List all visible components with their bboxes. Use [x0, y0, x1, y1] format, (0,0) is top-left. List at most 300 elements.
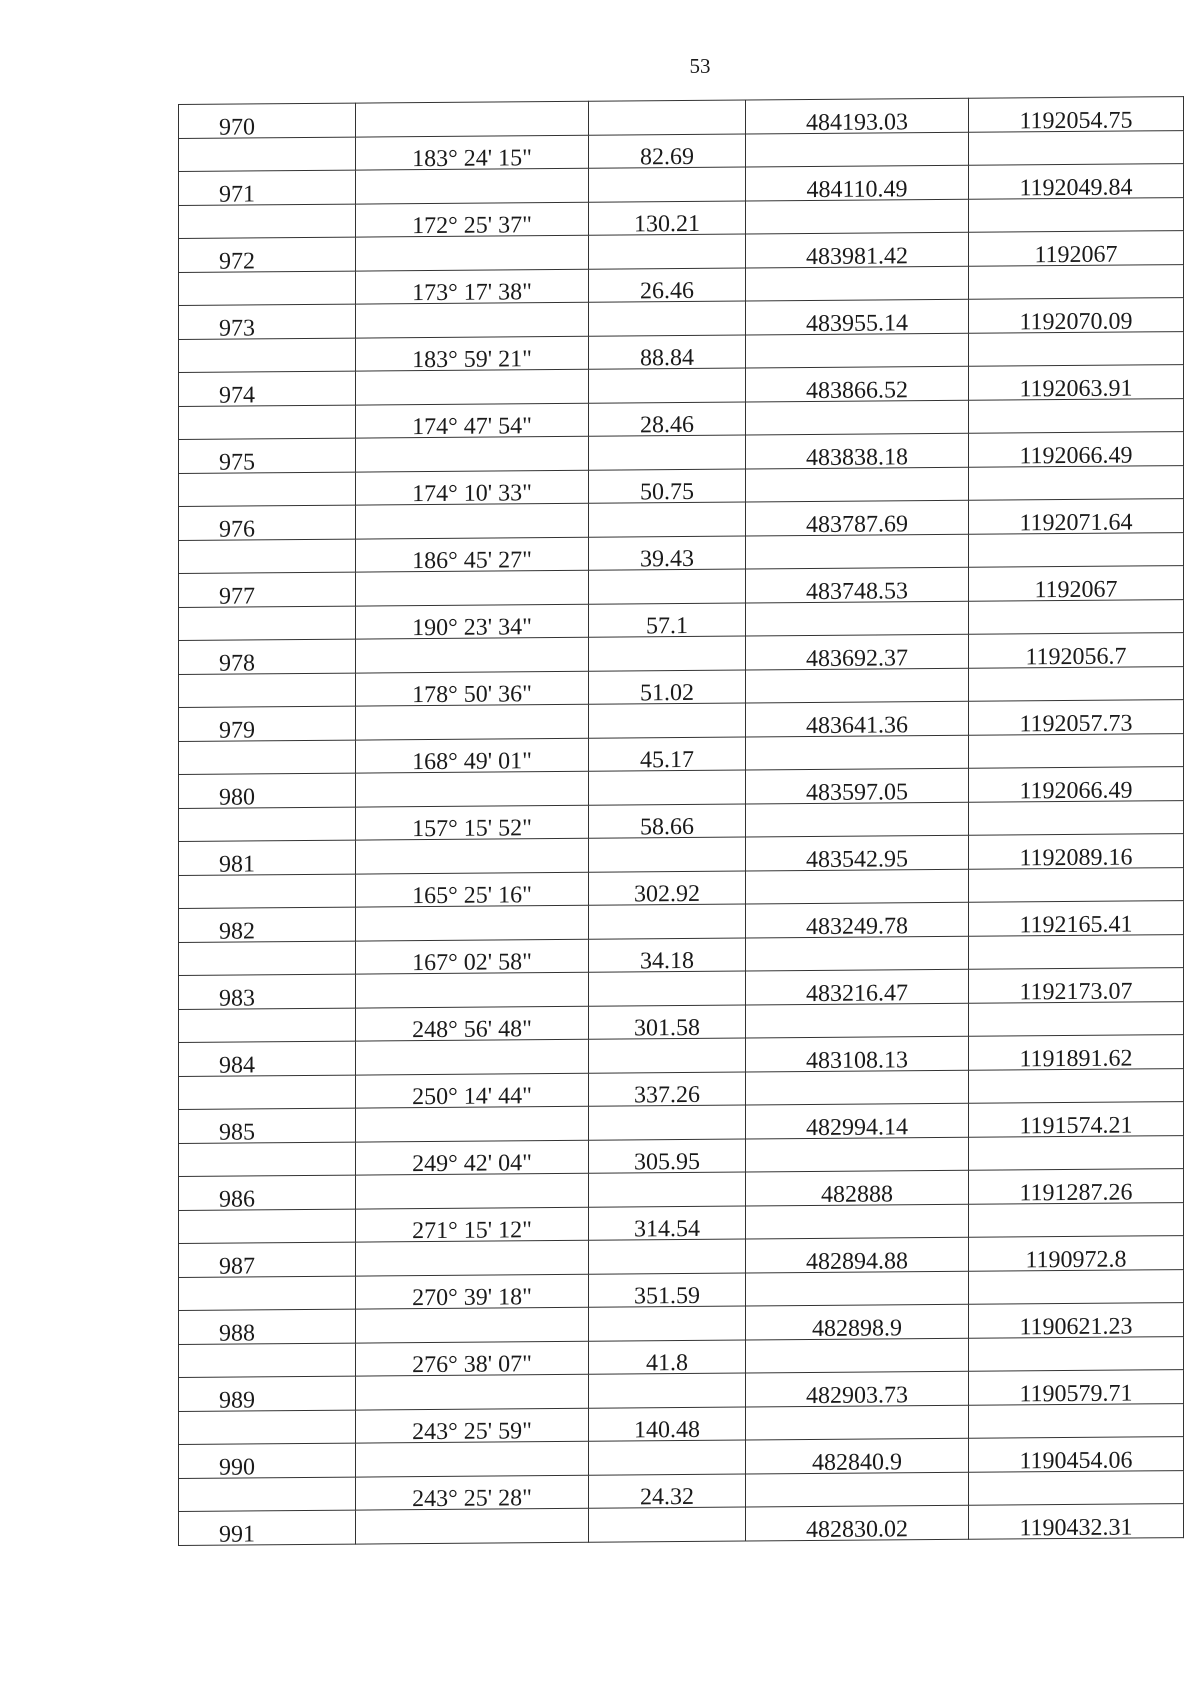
- distance-text: 41.8: [646, 1349, 688, 1377]
- northing-cell: [746, 802, 969, 837]
- distance-cell: [589, 1306, 746, 1341]
- distance-text: 58.66: [640, 813, 694, 841]
- easting-text: 1191287.26: [1019, 1179, 1133, 1206]
- northing-cell: [746, 400, 969, 435]
- northing-cell: [746, 467, 969, 502]
- easting-cell: [969, 1269, 1184, 1304]
- point-number-cell: [179, 271, 356, 306]
- bearing-cell: [356, 1006, 589, 1044]
- distance-text: 28.46: [640, 411, 694, 439]
- northing-text: 483866.52: [806, 376, 908, 404]
- easting-cell: [969, 867, 1184, 902]
- point-number-text: 981: [219, 850, 255, 878]
- bearing-cell: [356, 336, 589, 374]
- distance-cell: [589, 1038, 746, 1073]
- northing-cell: [746, 299, 969, 337]
- easting-cell: [969, 264, 1184, 299]
- distance-cell: [589, 301, 746, 336]
- bearing-cell: [356, 704, 589, 739]
- northing-text: 483692.37: [806, 644, 908, 672]
- northing-cell: [746, 668, 969, 703]
- easting-cell: [969, 901, 1184, 936]
- northing-cell: [746, 869, 969, 904]
- northing-text: 482898.9: [812, 1314, 902, 1342]
- northing-cell: [746, 1036, 969, 1074]
- point-number-cell: [179, 907, 356, 945]
- northing-cell: [746, 1405, 969, 1440]
- bearing-cell: [356, 369, 589, 404]
- easting-cell: [969, 934, 1184, 969]
- point-number-cell: [179, 807, 356, 842]
- distance-cell: [589, 1340, 746, 1375]
- northing-cell: [746, 366, 969, 404]
- point-number-cell: [179, 204, 356, 239]
- distance-text: 82.69: [640, 143, 694, 171]
- northing-cell: [746, 500, 969, 538]
- easting-text: 1192067: [1034, 241, 1118, 268]
- station-row: [179, 97, 1184, 138]
- point-number-cell: [179, 438, 356, 476]
- distance-text: 301.58: [634, 1014, 700, 1042]
- point-number-cell: [179, 974, 356, 1012]
- distance-cell: [589, 603, 746, 638]
- bearing-cell: [356, 570, 589, 605]
- point-number-cell: [179, 1443, 356, 1481]
- bearing-cell: [356, 1274, 589, 1312]
- easting-text: 1191891.62: [1019, 1045, 1133, 1072]
- easting-text: 1191574.21: [1019, 1112, 1133, 1139]
- northing-text: 482888: [821, 1180, 893, 1208]
- northing-text: 483216.47: [806, 979, 908, 1007]
- bearing-text: 174° 10' 33": [412, 480, 532, 508]
- point-number-cell: [179, 1008, 356, 1043]
- bearing-text: 248° 56' 48": [412, 1016, 532, 1044]
- point-number-text: 977: [219, 582, 255, 610]
- northing-cell: [746, 969, 969, 1007]
- distance-cell: [589, 1507, 746, 1542]
- bearing-cell: [356, 1408, 589, 1446]
- bearing-cell: [356, 202, 589, 240]
- distance-text: 351.59: [634, 1282, 700, 1310]
- point-number-text: 971: [219, 180, 255, 208]
- easting-cell: [969, 164, 1184, 199]
- bearing-cell: [356, 537, 589, 575]
- point-number-cell: [179, 237, 356, 275]
- easting-cell: [969, 398, 1184, 433]
- point-number-text: 987: [219, 1252, 255, 1280]
- distance-cell: [589, 469, 746, 504]
- distance-cell: [589, 569, 746, 604]
- point-number-cell: [179, 338, 356, 373]
- easting-cell: [969, 1370, 1184, 1405]
- bearing-cell: [356, 1140, 589, 1178]
- northing-cell: [746, 735, 969, 770]
- bearing-cell: [356, 604, 589, 642]
- point-number-cell: [179, 639, 356, 677]
- northing-cell: [746, 1070, 969, 1105]
- distance-cell: [589, 1139, 746, 1174]
- point-number-text: 984: [219, 1051, 255, 1079]
- northing-text: 483542.95: [806, 845, 908, 873]
- page-number: 53: [689, 54, 711, 78]
- bearing-text: 183° 24' 15": [412, 145, 532, 173]
- distance-text: 88.84: [640, 344, 694, 372]
- easting-cell: [969, 1470, 1184, 1505]
- easting-text: 1192070.09: [1019, 308, 1133, 335]
- northing-text: 483981.42: [806, 242, 908, 270]
- northing-cell: [746, 1338, 969, 1373]
- bearing-cell: [356, 671, 589, 709]
- easting-cell: [969, 1169, 1184, 1204]
- easting-cell: [969, 800, 1184, 835]
- point-number-cell: [179, 1477, 356, 1512]
- bearing-cell: [356, 168, 589, 203]
- northing-text: 483955.14: [806, 309, 908, 337]
- bearing-cell: [356, 905, 589, 940]
- bearing-text: 178° 50' 36": [412, 681, 532, 709]
- northing-text: 482994.14: [806, 1113, 908, 1141]
- distance-cell: [589, 368, 746, 403]
- easting-cell: [969, 1135, 1184, 1170]
- point-number-cell: [179, 1075, 356, 1110]
- easting-text: 1192054.75: [1019, 107, 1133, 134]
- bearing-cell: [356, 1475, 589, 1513]
- point-number-text: 991: [219, 1520, 255, 1548]
- bearing-cell: [356, 972, 589, 1007]
- easting-cell: [969, 499, 1184, 534]
- point-number-text: 973: [219, 314, 255, 342]
- point-number-cell: [179, 103, 356, 141]
- distance-cell: [589, 1105, 746, 1140]
- northing-cell: [746, 1103, 969, 1141]
- point-number-text: 972: [219, 247, 255, 275]
- distance-cell: [589, 502, 746, 537]
- point-number-cell: [179, 405, 356, 440]
- distance-cell: [589, 670, 746, 705]
- easting-cell: [969, 331, 1184, 366]
- bearing-text: 250° 14' 44": [412, 1083, 532, 1111]
- point-number-cell: [179, 304, 356, 342]
- point-number-cell: [179, 1276, 356, 1311]
- bearing-text: 167° 02' 58": [412, 949, 532, 977]
- bearing-cell: [356, 1173, 589, 1208]
- easting-text: 1190579.71: [1019, 1380, 1133, 1407]
- point-number-cell: [179, 472, 356, 507]
- point-number-cell: [179, 1142, 356, 1177]
- point-number-cell: [179, 1209, 356, 1244]
- easting-cell: [969, 834, 1184, 869]
- distance-cell: [589, 1206, 746, 1241]
- northing-cell: [746, 835, 969, 873]
- bearing-cell: [356, 1508, 589, 1543]
- distance-cell: [589, 1373, 746, 1408]
- distance-text: 130.21: [634, 210, 700, 238]
- distance-cell: [589, 737, 746, 772]
- point-number-cell: [179, 1343, 356, 1378]
- easting-cell: [969, 1068, 1184, 1103]
- point-number-cell: [179, 371, 356, 409]
- northing-cell: [746, 902, 969, 940]
- distance-text: 305.95: [634, 1148, 700, 1176]
- easting-text: 1192066.49: [1019, 777, 1133, 804]
- table-body: [179, 97, 1184, 1548]
- distance-cell: [589, 1440, 746, 1475]
- easting-text: 1192056.7: [1025, 643, 1127, 670]
- distance-cell: [589, 335, 746, 370]
- distance-text: 337.26: [634, 1081, 700, 1109]
- distance-text: 45.17: [640, 746, 694, 774]
- northing-text: 482830.02: [806, 1515, 908, 1543]
- northing-cell: [746, 701, 969, 739]
- easting-text: 1192173.07: [1019, 978, 1133, 1005]
- point-number-cell: [179, 572, 356, 610]
- easting-cell: [969, 1102, 1184, 1137]
- bearing-cell: [356, 1307, 589, 1342]
- bearing-cell: [356, 1039, 589, 1074]
- bearing-cell: [356, 1374, 589, 1409]
- bearing-text: 157° 15' 52": [412, 815, 532, 843]
- bearing-text: 165° 25' 16": [412, 882, 532, 910]
- bearing-text: 249° 42' 04": [412, 1150, 532, 1178]
- northing-cell: [746, 333, 969, 368]
- point-number-cell: [179, 1410, 356, 1445]
- northing-cell: [746, 165, 969, 203]
- easting-cell: [969, 365, 1184, 400]
- northing-cell: [746, 1371, 969, 1409]
- bearing-cell: [356, 135, 589, 173]
- distance-text: 50.75: [640, 478, 694, 506]
- bearing-cell: [356, 403, 589, 441]
- bearing-text: 271° 15' 12": [412, 1217, 532, 1245]
- point-number-cell: [179, 874, 356, 909]
- northing-cell: [746, 1472, 969, 1507]
- easting-text: 1192049.84: [1019, 174, 1133, 201]
- northing-cell: [746, 98, 969, 136]
- easting-cell: [969, 231, 1184, 266]
- distance-text: 140.48: [634, 1416, 700, 1444]
- bearing-cell: [356, 637, 589, 672]
- distance-cell: [589, 703, 746, 738]
- distance-cell: [589, 1407, 746, 1442]
- distance-cell: [589, 1239, 746, 1274]
- distance-cell: [589, 1172, 746, 1207]
- bearing-text: 243° 25' 59": [412, 1418, 532, 1446]
- northing-cell: [746, 534, 969, 569]
- distance-text: 57.1: [646, 612, 688, 640]
- distance-cell: [589, 804, 746, 839]
- northing-cell: [746, 1505, 969, 1543]
- northing-text: 482903.73: [806, 1381, 908, 1409]
- bearing-text: 270° 39' 18": [412, 1284, 532, 1312]
- easting-cell: [969, 1403, 1184, 1438]
- point-number-cell: [179, 606, 356, 641]
- easting-cell: [969, 1303, 1184, 1338]
- easting-text: 1190432.31: [1019, 1514, 1133, 1541]
- survey-coordinate-table: [178, 96, 1184, 1548]
- bearing-cell: [356, 470, 589, 508]
- northing-cell: [746, 768, 969, 806]
- point-number-cell: [179, 505, 356, 543]
- northing-cell: [746, 433, 969, 471]
- northing-cell: [746, 1271, 969, 1306]
- distance-cell: [589, 134, 746, 169]
- easting-cell: [969, 465, 1184, 500]
- bearing-cell: [356, 1073, 589, 1111]
- northing-text: 483108.13: [806, 1046, 908, 1074]
- easting-cell: [969, 566, 1184, 601]
- bearing-cell: [356, 503, 589, 538]
- bearing-text: 172° 25' 37": [412, 212, 532, 240]
- bearing-text: 190° 23' 34": [412, 614, 532, 642]
- bearing-text: 183° 59' 21": [412, 346, 532, 374]
- bearing-text: 173° 17' 38": [412, 279, 532, 307]
- easting-text: 1192071.64: [1019, 509, 1133, 536]
- point-number-text: 976: [219, 515, 255, 543]
- point-number-cell: [179, 170, 356, 208]
- northing-text: 483597.05: [806, 778, 908, 806]
- point-number-text: 985: [219, 1118, 255, 1146]
- easting-cell: [969, 1236, 1184, 1271]
- easting-text: 1190454.06: [1019, 1447, 1133, 1474]
- easting-text: 1192165.41: [1019, 911, 1133, 938]
- northing-cell: [746, 1137, 969, 1172]
- bearing-text: 186° 45' 27": [412, 547, 532, 575]
- easting-cell: [969, 130, 1184, 165]
- distance-text: 51.02: [640, 679, 694, 707]
- easting-cell: [969, 666, 1184, 701]
- point-number-text: 979: [219, 716, 255, 744]
- northing-cell: [746, 132, 969, 167]
- point-number-cell: [179, 137, 356, 172]
- distance-text: 26.46: [640, 277, 694, 305]
- distance-cell: [589, 837, 746, 872]
- bearing-text: 243° 25' 28": [412, 1485, 532, 1513]
- bearing-cell: [356, 1341, 589, 1379]
- bearing-text: 174° 47' 54": [412, 413, 532, 441]
- point-number-cell: [179, 941, 356, 976]
- point-number-cell: [179, 1041, 356, 1079]
- easting-cell: [969, 1001, 1184, 1036]
- distance-cell: [589, 201, 746, 236]
- distance-cell: [589, 938, 746, 973]
- point-number-text: 988: [219, 1319, 255, 1347]
- northing-cell: [746, 232, 969, 270]
- bearing-cell: [356, 939, 589, 977]
- point-number-text: 990: [219, 1453, 255, 1481]
- distance-cell: [589, 1474, 746, 1509]
- bearing-cell: [356, 805, 589, 843]
- northing-text: 482840.9: [812, 1448, 902, 1476]
- distance-cell: [589, 904, 746, 939]
- distance-cell: [589, 268, 746, 303]
- northing-cell: [746, 1170, 969, 1208]
- northing-text: 482894.88: [806, 1247, 908, 1275]
- easting-cell: [969, 700, 1184, 735]
- bearing-cell: [356, 1240, 589, 1275]
- distance-text: 24.32: [640, 1483, 694, 1511]
- easting-cell: [969, 532, 1184, 567]
- distance-cell: [589, 100, 746, 135]
- point-number-cell: [179, 840, 356, 878]
- easting-cell: [969, 97, 1184, 132]
- point-number-text: 978: [219, 649, 255, 677]
- northing-text: 483748.53: [806, 577, 908, 605]
- easting-text: 1192067: [1034, 576, 1118, 603]
- distance-cell: [589, 234, 746, 269]
- easting-cell: [969, 1437, 1184, 1472]
- easting-text: 1192066.49: [1019, 442, 1133, 469]
- northing-text: 483641.36: [806, 711, 908, 739]
- distance-cell: [589, 402, 746, 437]
- point-number-cell: [179, 740, 356, 775]
- point-number-cell: [179, 1108, 356, 1146]
- bearing-cell: [356, 872, 589, 910]
- easting-text: 1192057.73: [1019, 710, 1133, 737]
- point-number-cell: [179, 539, 356, 574]
- point-number-text: 975: [219, 448, 255, 476]
- distance-text: 314.54: [634, 1215, 700, 1243]
- bearing-cell: [356, 269, 589, 307]
- distance-cell: [589, 1072, 746, 1107]
- northing-cell: [746, 936, 969, 971]
- northing-text: 483787.69: [806, 510, 908, 538]
- distance-cell: [589, 1273, 746, 1308]
- northing-cell: [746, 1304, 969, 1342]
- northing-cell: [746, 266, 969, 301]
- easting-cell: [969, 968, 1184, 1003]
- easting-cell: [969, 1202, 1184, 1237]
- northing-cell: [746, 601, 969, 636]
- northing-cell: [746, 634, 969, 672]
- distance-cell: [589, 536, 746, 571]
- point-number-text: 983: [219, 984, 255, 1012]
- bearing-cell: [356, 1106, 589, 1141]
- northing-cell: [746, 199, 969, 234]
- point-number-cell: [179, 1309, 356, 1347]
- easting-cell: [969, 733, 1184, 768]
- point-number-cell: [179, 1242, 356, 1280]
- northing-text: 484110.49: [806, 175, 908, 203]
- point-number-cell: [179, 1376, 356, 1414]
- northing-cell: [746, 1003, 969, 1038]
- easting-cell: [969, 767, 1184, 802]
- easting-cell: [969, 432, 1184, 467]
- easting-text: 1192089.16: [1019, 844, 1133, 871]
- distance-text: 302.92: [634, 880, 700, 908]
- easting-cell: [969, 298, 1184, 333]
- bearing-cell: [356, 771, 589, 806]
- distance-cell: [589, 167, 746, 202]
- bearing-cell: [356, 302, 589, 337]
- northing-cell: [746, 567, 969, 605]
- easting-cell: [969, 197, 1184, 232]
- point-number-text: 989: [219, 1386, 255, 1414]
- bearing-cell: [356, 436, 589, 471]
- point-number-cell: [179, 773, 356, 811]
- point-number-text: 970: [219, 113, 255, 141]
- point-number-cell: [179, 706, 356, 744]
- easting-cell: [969, 599, 1184, 634]
- bearing-text: 168° 49' 01": [412, 748, 532, 776]
- easting-cell: [969, 1504, 1184, 1539]
- bearing-cell: [356, 1207, 589, 1245]
- easting-cell: [969, 1035, 1184, 1070]
- point-number-text: 986: [219, 1185, 255, 1213]
- northing-text: 484193.03: [806, 108, 908, 136]
- easting-text: 1190972.8: [1025, 1246, 1127, 1273]
- bearing-cell: [356, 1441, 589, 1476]
- bearing-cell: [356, 235, 589, 270]
